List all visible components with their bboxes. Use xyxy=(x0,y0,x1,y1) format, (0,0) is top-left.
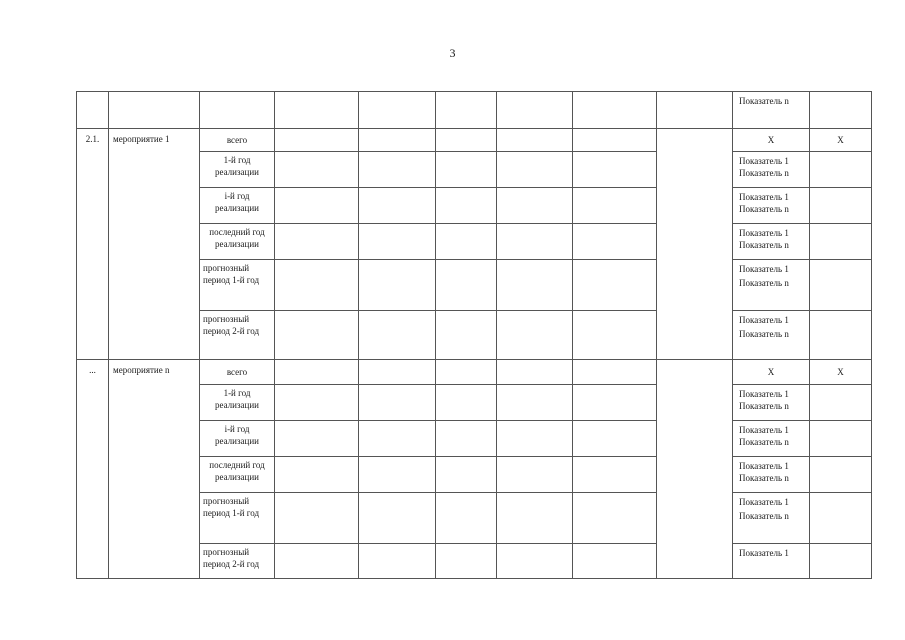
table-cell xyxy=(573,421,657,457)
table-cell xyxy=(497,224,573,260)
period-cell: прогнозный период 1-й год xyxy=(200,260,275,311)
table-cell xyxy=(436,188,497,224)
table-cell xyxy=(810,457,872,493)
table-cell xyxy=(359,311,436,360)
table-cell xyxy=(497,311,573,360)
table-cell xyxy=(810,260,872,311)
indicator-cell: Показатель 1 Показатель n xyxy=(733,260,810,311)
table-cell xyxy=(436,92,497,129)
table-cell xyxy=(573,544,657,579)
table-cell xyxy=(436,457,497,493)
row-number: ... xyxy=(77,360,109,579)
table-cell xyxy=(810,311,872,360)
table-cell xyxy=(573,152,657,188)
table-cell xyxy=(573,224,657,260)
table-cell xyxy=(275,421,359,457)
table-cell xyxy=(275,385,359,421)
table-cell xyxy=(275,360,359,385)
table-row xyxy=(77,92,872,129)
table-cell xyxy=(810,188,872,224)
table-cell xyxy=(436,493,497,544)
table-cell xyxy=(359,457,436,493)
table-cell xyxy=(359,385,436,421)
indicator-cell: Показатель 1 Показатель n xyxy=(733,188,810,224)
table-cell xyxy=(436,224,497,260)
table-cell xyxy=(275,311,359,360)
period-cell: 1-й год реализации xyxy=(200,152,275,188)
table-cell xyxy=(359,224,436,260)
table-cell xyxy=(359,188,436,224)
table-cell xyxy=(573,129,657,152)
table-cell xyxy=(359,544,436,579)
x-mark: X xyxy=(733,129,810,152)
x-mark: X xyxy=(810,129,872,152)
table-cell xyxy=(497,152,573,188)
indicator-cell: Показатель 1 Показатель n xyxy=(733,421,810,457)
table-cell xyxy=(657,92,733,129)
table-cell xyxy=(275,260,359,311)
table-cell xyxy=(497,129,573,152)
table-cell xyxy=(810,493,872,544)
x-mark: X xyxy=(810,360,872,385)
table-cell xyxy=(573,457,657,493)
table-cell xyxy=(497,544,573,579)
table-cell xyxy=(573,360,657,385)
table-cell xyxy=(573,92,657,129)
table-cell xyxy=(275,188,359,224)
period-cell: последний год реализации xyxy=(200,224,275,260)
table-cell xyxy=(810,152,872,188)
indicator-cell: Показатель 1 xyxy=(733,544,810,579)
indicator-cell: Показатель 1 Показатель n xyxy=(733,152,810,188)
table-cell xyxy=(497,457,573,493)
table-cell xyxy=(200,92,275,129)
table-cell xyxy=(275,544,359,579)
table-cell xyxy=(436,360,497,385)
table-cell xyxy=(497,260,573,311)
table-cell xyxy=(359,260,436,311)
table-cell xyxy=(573,493,657,544)
table-cell xyxy=(359,152,436,188)
table-cell xyxy=(436,544,497,579)
indicator-cell: Показатель 1 Показатель n xyxy=(733,385,810,421)
period-cell: всего xyxy=(200,360,275,385)
table-cell xyxy=(77,92,109,129)
period-cell: всего xyxy=(200,129,275,152)
table-row xyxy=(77,129,872,152)
table-cell xyxy=(275,493,359,544)
table-cell xyxy=(436,260,497,311)
indicator-cell: Показатель 1 Показатель n xyxy=(733,457,810,493)
table-cell xyxy=(497,385,573,421)
period-cell: прогнозный период 1-й год xyxy=(200,493,275,544)
table-cell xyxy=(275,224,359,260)
table-cell xyxy=(109,92,200,129)
indicator-cell: Показатель 1 Показатель n xyxy=(733,493,810,544)
table-cell xyxy=(497,421,573,457)
x-mark: X xyxy=(733,360,810,385)
table-cell xyxy=(573,260,657,311)
merged-cell xyxy=(657,360,733,579)
period-cell: прогнозный период 2-й год xyxy=(200,544,275,579)
table-cell xyxy=(359,421,436,457)
table-cell xyxy=(573,311,657,360)
merged-cell xyxy=(657,129,733,360)
row-number: 2.1. xyxy=(77,129,109,360)
table-cell xyxy=(436,385,497,421)
table-cell xyxy=(573,188,657,224)
table-cell xyxy=(497,360,573,385)
table-cell xyxy=(810,385,872,421)
table-cell xyxy=(497,493,573,544)
table-cell xyxy=(275,92,359,129)
program-measures-table xyxy=(76,91,872,579)
table-cell xyxy=(436,129,497,152)
period-cell: i-й год реализации xyxy=(200,188,275,224)
page-number: 3 xyxy=(449,46,456,60)
table-cell xyxy=(497,188,573,224)
table-cell xyxy=(436,152,497,188)
table-row xyxy=(77,360,872,385)
table-cell xyxy=(810,544,872,579)
period-cell: i-й год реализации xyxy=(200,421,275,457)
table-cell xyxy=(573,385,657,421)
table-cell xyxy=(359,92,436,129)
measure-name: мероприятие 1 xyxy=(109,129,200,360)
indicator-cell: Показатель 1 Показатель n xyxy=(733,224,810,260)
measure-name: мероприятие n xyxy=(109,360,200,579)
table-cell xyxy=(810,224,872,260)
table-cell xyxy=(497,92,573,129)
table-cell xyxy=(810,421,872,457)
period-cell: 1-й год реализации xyxy=(200,385,275,421)
indicator-cell: Показатель n xyxy=(733,92,810,129)
indicator-cell: Показатель 1 Показатель n xyxy=(733,311,810,360)
table-cell xyxy=(359,129,436,152)
table-cell xyxy=(275,457,359,493)
table-cell xyxy=(359,360,436,385)
table-cell xyxy=(359,493,436,544)
table-cell xyxy=(275,129,359,152)
table-cell xyxy=(436,311,497,360)
table-cell xyxy=(810,92,872,129)
table-cell xyxy=(275,152,359,188)
period-cell: последний год реализации xyxy=(200,457,275,493)
table-cell xyxy=(436,421,497,457)
period-cell: прогнозный период 2-й год xyxy=(200,311,275,360)
